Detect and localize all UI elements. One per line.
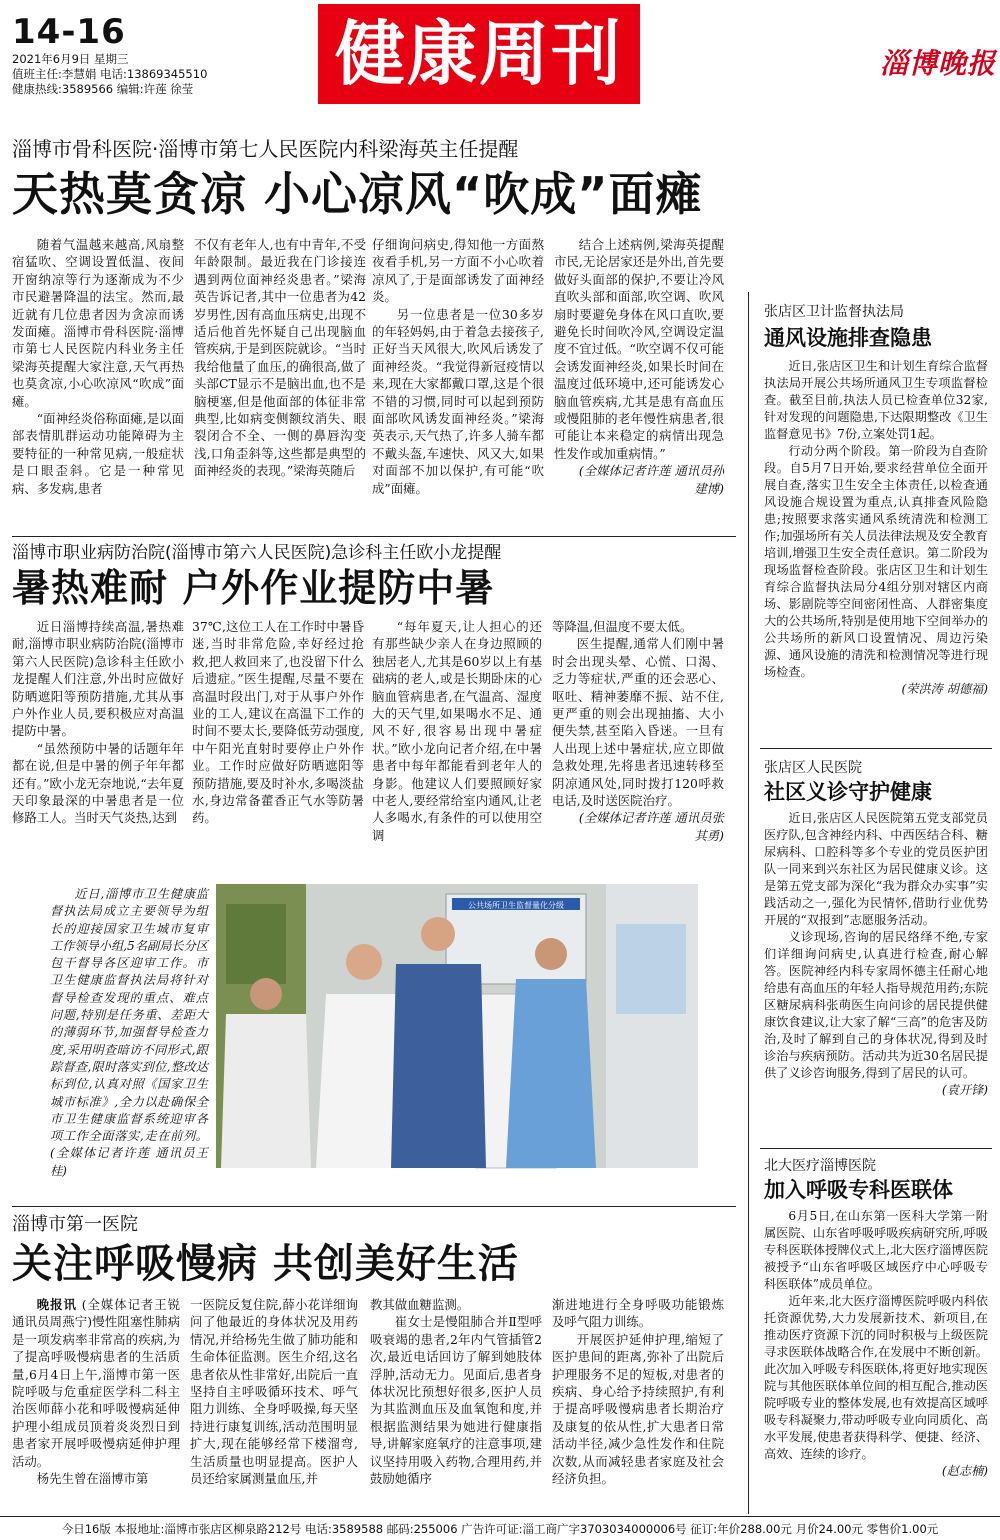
photo-caption — [50, 886, 208, 1178]
story3-col1 — [12, 1296, 180, 1514]
story3-col3 — [370, 1296, 542, 1514]
newspaper-logo: 淄博晚报 — [880, 47, 997, 80]
issue-date: 2021年6月9日 星期三 — [12, 52, 129, 66]
sidebar-a-headline: 通风设施排查隐患 — [764, 326, 932, 350]
divider — [760, 748, 992, 749]
paragraph: 近日,张店区卫生和计划生育综合监督执法局开展公共场所通风卫生专项监督检查。截至目前,执法人员已检查单位32家,针对发现的问题隐患,下达限期整改《卫生监督意见书》7份,立案处罚1起。 — [764, 359, 988, 441]
paragraph: 仔细询问病史,得知他一方面熬夜看手机,另一方面不小心吹着凉风了,于是面部诱发了面神经炎。 — [372, 237, 544, 305]
paragraph: 37℃,这位工人在工作时中暑昏迷,当时非常危险,幸好经过抢救,把人救回来了,也没留下什么后遗症。”医生提醒,尽量不要在高温时段出门,对于从事户外作业的工人,建议在高温下工作的时间不要太长,要降低劳动强度,中午阳光直射时要停止户外作业。工作时应做好防晒遮阳等预防措施,要及时补水,多喝淡盐水,身边常备藿香正气水等防暑药。 — [192, 619, 364, 826]
paragraph: 教其做血糖监测。 — [370, 1297, 470, 1312]
sidebar-c-headline: 加入呼吸专科医联体 — [764, 1178, 953, 1202]
story2-col2 — [192, 618, 364, 868]
paragraph: 等降温,但温度不要太低。 — [552, 619, 693, 634]
footer-info: 今日16版 本报地址:淄博市张店区柳泉路212号 电话:3589588 邮码:255006 广告许可证:淄工商广字3703034000006号 征订:年价288.00元 月价24.00元 零售价1.00元 — [61, 1522, 939, 1536]
sidebar-c-kicker: 北大医疗淄博医院 — [764, 1158, 876, 1174]
sidebar-b-headline: 社区义诊守护健康 — [764, 780, 932, 804]
sidebar-a-kicker: 张店区卫计监督执法局 — [764, 304, 904, 320]
byline: (赵志楠) — [941, 1464, 988, 1478]
story1-col4 — [554, 236, 724, 532]
divider — [760, 1148, 992, 1149]
sidebar-divider — [748, 292, 749, 1514]
paragraph: 崔女士是慢阻肺合并Ⅱ型呼吸衰竭的患者,2年内气管插管2次,最近电话回访了解到她肢体浮肿,活动无力。见面后,患者身体状况比预想好很多,医护人员为其监测血压及血氧饱和度,并根据监测结果为她进行健康指导,讲解家庭氧疗的注意事项,建议坚持用吸入药物,合理用药,并鼓励她循序 — [370, 1314, 542, 1487]
story2-col4 — [552, 618, 724, 868]
section-title: 健康周刊 — [318, 4, 640, 104]
paragraph: 杨先生曾在淄博市第 — [36, 1471, 149, 1487]
byline: (全媒体记者许莲 通讯员孙建博) — [578, 463, 724, 496]
paragraph: 渐进地进行全身呼吸功能锻炼及呼气阻力训练。 — [552, 1297, 724, 1330]
story1-col3 — [372, 236, 544, 532]
story2-col3 — [372, 618, 542, 868]
news-photo — [216, 884, 698, 1168]
paragraph: 近日淄博持续高温,暑热难耐,淄博市职业病防治院(淄博市第六人民医院)急诊科主任欧小龙提醒人们注意,外出时应做好防晒遮阳等预防措施,尤其从事户外作业人员,要积极应对高温提防中暑。 — [12, 619, 184, 739]
paragraph: “虽然预防中暑的话题年年都在说,但是中暑的例子年年都还有。”欧小龙无奈地说,“去年夏天印象最深的中暑患者是一位修路工人。当时天气炎热,达到 — [12, 740, 184, 826]
sidebar-b-body — [764, 810, 988, 1144]
paragraph: (全媒体记者王锐 通讯员周燕宁)慢性阻塞性肺病是一项发病率非常高的疾病,为了提高呼吸慢病患者的生活质量,6月4日上午,淄博市第一医院呼吸与危重症医学科二科主治医师薛小花和呼吸慢病延伸护理小组成员顶着炎炎烈日到患者家开展呼吸慢病延伸护理活动。 — [12, 1297, 181, 1469]
story3-headline: 关注呼吸慢病 共创美好生活 — [12, 1241, 519, 1287]
story2-kicker: 淄博市职业病防治院(淄博市第六人民医院)急诊科主任欧小龙提醒 — [12, 543, 502, 563]
paragraph: 开展医护延伸护理,缩短了医护患间的距离,弥补了出院后护理服务不足的短板,对患者的疾病、身心给予持续照护,有利于提高呼吸慢病患者长期治疗及康复的依从性,扩大患者日常活动半径,减少急性发作和住院次数,从而减轻患者家庭及社会经济负担。 — [552, 1331, 724, 1487]
paragraph: 不仅有老年人,也有中青年,不受年龄限制。最近我在门诊接连遇到两位面神经炎患者。”梁海英告诉记者,其中一位患者为42岁男性,因有高血压病史,出现不适后他首先怀疑自己出现脑血管疾病,于是到医院就诊。“当时我给他量了血压,的确很高,做了头部CT显示不是脑出血,也不是脑梗塞,但是他面部的体征非常典型,比如病变侧额纹消失、眼裂闭合不全、一侧的鼻唇沟变浅,口角歪斜等,这些都是典型的面神经炎的表现。”梁海英随后 — [194, 237, 366, 479]
story1-headline: 天热莫贪凉 小心凉风“吹成”面瘫 — [12, 167, 703, 221]
sidebar-b-kicker: 张店区人民医院 — [764, 760, 862, 776]
sidebar-c-body — [764, 1208, 988, 1514]
caption-text: 近日,淄博市卫生健康监督执法局成立主要领导为组长的迎接国家卫生城市复审工作领导小组,5名副局长分区包干督导各区迎审工作。市卫生健康监督执法局将针对督导检查发现的重点、难点问题,特别是任务重、差距大的薄弱环节,加强督导检查力度,采用明查暗访不同形式,跟踪督查,限时落实到位,整改达标到位,认真对照《国家卫生城市标准》,全力以赴确保全市卫生健康监督系统迎审各项工作全面落实,走在前列。(全媒体记者许莲 通讯员王桂) — [50, 887, 208, 1178]
paragraph: 医生提醒,通常人们刚中暑时会出现头晕、心慌、口渴、乏力等症状,严重的还会恶心、呕吐、精神萎靡不振、站不住,更严重的则会出现抽搐、大小便失禁,甚至陷入昏迷。一旦有人出现上述中暑症状,应立即做急救处理,先将患者迅速转移至阴凉通风处,同时拨打120呼救电话,及时送医院治疗。 — [552, 636, 724, 809]
story1-col2 — [194, 236, 366, 532]
story3-kicker: 淄博市第一医院 — [12, 1214, 138, 1235]
byline: (袁开锋) — [941, 1083, 988, 1097]
paragraph: 结合上述病例,梁海英提醒市民,无论居家还是外出,首先要做好头面部的保护,不要让冷风直吹头部和面部,吹空调、吹风扇时要避免身体在风口直吹,要避免长时间吹冷风,空调设定温度不宜过低。“吹空调不仅可能会诱发面神经炎,如果长时间在温度过低环境中,还可能诱发心脑血管疾病,尤其是患有高血压或慢阻肺的老年慢性病患者,很可能让本来稳定的病情出现急性发作或加重病情。” — [554, 237, 724, 461]
photo-sign-text: 公共场所卫生监督量化分级 — [468, 901, 564, 910]
divider — [12, 536, 736, 537]
story2-col1 — [12, 618, 184, 868]
divider — [12, 1206, 736, 1207]
paragraph: 近日,张店区人民医院第五党支部党员医疗队,包含神经内科、中西医结合科、糖尿病科、口腔科等多个专业的党员医护团队一同来到兴东社区为居民健康义诊。这是第五党支部为深化“我为群众办实事”实践活动之一,强化为民情怀,借助行业优势开展的“双报到”志愿服务活动。 — [764, 811, 988, 927]
byline: (全媒体记者许莲 通讯员张其勇) — [578, 810, 724, 843]
paragraph: 近年来,北大医疗淄博医院呼吸内科依托资源优势,大力发展新技术、新项目,在推动医疗资源下沉的同时积极与上级医院寻求医联体战略合作,在发展中不断创新。此次加入呼吸专科医联体,将更好地实现医院与其他医联体单位间的相互配合,推动医院呼吸专业的整体发展,也有效提高区域呼吸专科凝聚力,带动呼吸专业向同质化、高水平发展,使患者获得科学、便捷、经济、高效、连续的诊疗。 — [764, 1294, 988, 1461]
byline: (荣洪涛 胡德福) — [901, 682, 988, 696]
paragraph: 一医院反复住院,薛小花详细询问了他最近的身体状况及用药情况,并给杨先生做了肺功能和生命体征监测。医生介绍,这名患者依从性非常好,出院后一直坚持自主呼吸循环技术、呼气阻力训练、全身呼吸操,每天坚持进行康复训练,活动范围明显扩大,现在能够经常下楼溜弯,生活质量也明显提高。医护人员还给家属测量血压,并 — [190, 1297, 358, 1487]
hotline: 健康热线:3589566 编辑:许莲 徐莹 — [12, 82, 194, 96]
photo-inspection-scene — [216, 884, 698, 1168]
sidebar-a-body — [764, 358, 988, 744]
paragraph: 6月5日,在山东第一医科大学第一附属医院、山东省呼吸呼吸疾病研究所,呼吸专科医联体授牌仪式上,北大医疗淄博医院被授予“山东省呼吸区域医疗中心呼吸专科医联体”成员单位。 — [764, 1209, 988, 1291]
masthead-info — [12, 12, 272, 97]
paragraph: 义诊现场,咨询的居民络绎不绝,专家们详细询问病史,认真进行检查,耐心解答。医院神经内科专家周怀德主任耐心地给患有高血压的年轻人指导规范用药;东院区糖尿病科张萌医生向问诊的居民提供健康饮食建议,让大家了解“三高”的危害及防治,及时了解到自己的身体状况,得到及时诊治与疾病预防。活动共为近30名居民提供了义诊咨询服务,得到了居民的认可。 — [764, 930, 988, 1080]
story1-col1 — [12, 236, 184, 532]
paragraph: 行动分两个阶段。第一阶段为自查阶段。自5月7日开始,要求经营单位全面开展自查,落实卫生安全主体责任,以检查通风设施合规设置为重点,认真排查风险隐患;按照要求落实通风系统清洗和检测工作;加强场所有关人员法律法规及安全教育培训,增强卫生安全责任意识。第二阶段为现场监督检查阶段。张店区卫生和计划生育综合监督执法局分4组分别对辖区内商场、影剧院等空间密闭性高、人群密集度大的公共场所,特别是使用地下空间举办的公共场所的新风口设置情况、周边污染源、通风设施的清洗和检测情况等进行现场检查。 — [764, 444, 988, 679]
lead-tag: 晚报讯 — [36, 1297, 77, 1312]
editor-duty: 值班主任:李慧娟 电话:13869345510 — [12, 67, 208, 81]
page-range: 14-16 — [12, 12, 126, 52]
story3-col2 — [190, 1296, 358, 1514]
story2-headline: 暑热难耐 户外作业提防中暑 — [12, 566, 495, 610]
paragraph: “面神经炎俗称面瘫,是以面部表情肌群运动功能障碍为主要特征的一种常见病,一般症状是口眼歪斜。它是一种常见病、多发病,患者 — [12, 411, 184, 496]
paragraph: 另一位患者是一位30多岁的年轻妈妈,由于着急去接孩子,正好当天风很大,吹风后诱发了面神经炎。“我觉得新冠疫情以来,现在大家都戴口罩,这是个很不错的习惯,同时可以起到预防面部吹风诱发面神经炎。”梁海英表示,天气热了,许多人骑车都不戴头盔,车速快、风又大,如果对面部不加以保护,有可能“吹成”面瘫。 — [372, 306, 544, 496]
paragraph: 随着气温越来越高,风扇整宿猛吹、空调设置低温、夜间开窗纳凉等行为逐渐成为不少市民避暑降温的法宝。然而,最近就有几位患者因为贪凉而诱发面瘫。淄博市骨科医院·淄博市第七人民医院内科业务主任梁海英提醒大家注意,天气再热也莫贪凉,小心吹凉风“吹成”面瘫。 — [12, 237, 184, 409]
story3-col4 — [552, 1296, 724, 1514]
paragraph: “每年夏天,让人担心的还有那些缺少亲人在身边照顾的独居老人,尤其是60岁以上有基础病的老人,或是长期卧床的心脑血管病患者,在气温高、湿度大的天气里,如果喝水不足、通风不好,很容易出现中暑症状。”欧小龙向记者介绍,在中暑患者中每年都能看到老年人的身影。他建议人们要照顾好家中老人,要经常给室内通风,让老人多喝水,有条件的可以使用空调 — [372, 619, 542, 843]
story1-kicker: 淄博市骨科医院·淄博市第七人民医院内科梁海英主任提醒 — [12, 137, 519, 161]
footer-rule — [0, 1516, 1000, 1517]
